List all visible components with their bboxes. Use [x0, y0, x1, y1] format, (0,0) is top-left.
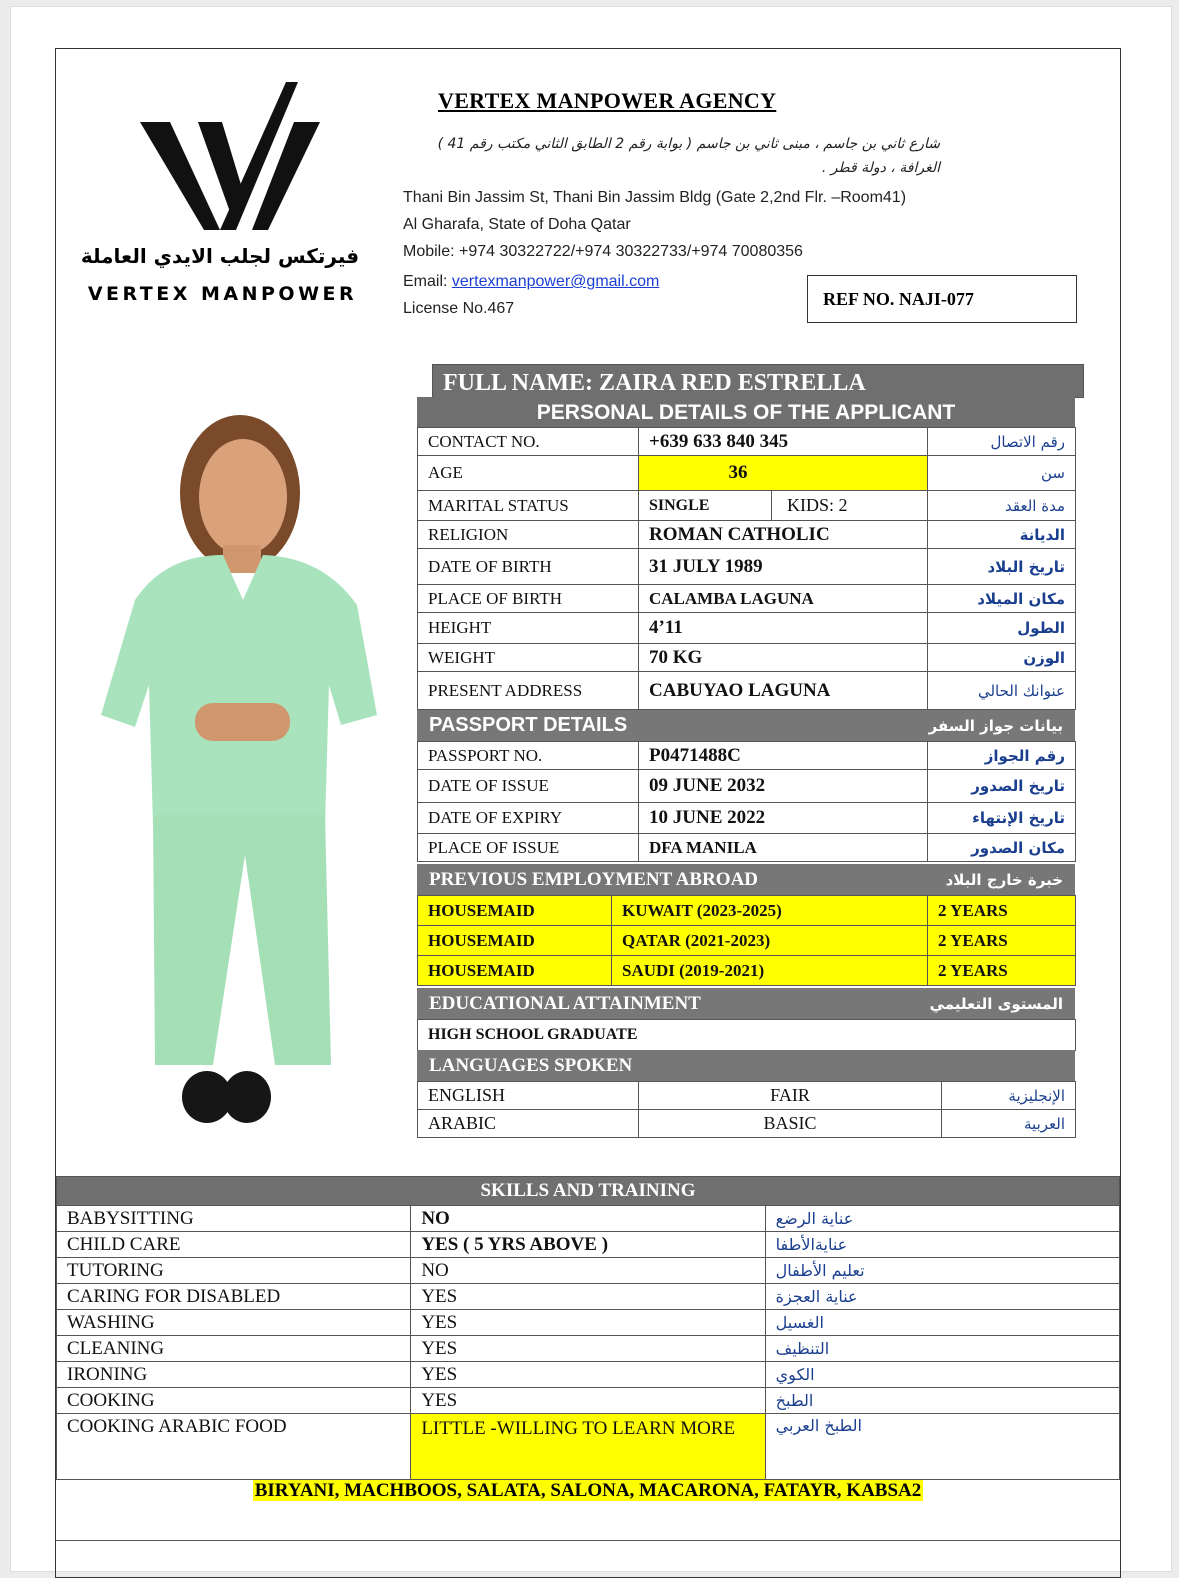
personal-details-title: PERSONAL DETAILS OF THE APPLICANT [417, 397, 1075, 427]
skill-name: WASHING [57, 1310, 411, 1336]
skill-value: YES [411, 1310, 765, 1336]
dob-value: 31 JULY 1989 [639, 549, 928, 585]
address-label: PRESENT ADDRESS [418, 672, 639, 710]
table-row [418, 1020, 1076, 1051]
age-value: 36 [639, 456, 928, 491]
place-of-issue-label-ar: مكان الصدور [928, 834, 1076, 862]
table-row [57, 1258, 1120, 1284]
employment-title: PREVIOUS EMPLOYMENT ABROAD [429, 868, 759, 890]
pob-label-ar: مكان الميلاد [928, 585, 1076, 613]
arabic-address: شارع ثاني بن جاسم ، مبنى ثاني بن جاسم ( بوابة رقم 2 الطابق الثاني مكتب رقم 41 ) الغرافة ، دولة قطر . [437, 136, 940, 176]
skills-table [56, 1176, 1120, 1480]
table-row [418, 491, 1076, 521]
email-line [403, 273, 659, 291]
skill-name-ar: الطبخ [765, 1388, 1119, 1414]
passport-title-ar: بيانات جواز السفر [928, 716, 1063, 735]
email-link[interactable]: vertexmanpower@gmail.com [451, 273, 660, 290]
dob-label: DATE OF BIRTH [418, 549, 639, 585]
table-row [418, 549, 1076, 585]
language-name: ENGLISH [418, 1082, 639, 1110]
table-row [57, 1310, 1120, 1336]
skill-name-ar: الطبخ العربي [765, 1414, 1119, 1480]
ref-number-box [807, 275, 1077, 323]
employment-position: HOUSEMAID [418, 896, 612, 926]
bottom-divider [56, 1540, 1120, 1541]
skill-value: YES [411, 1388, 765, 1414]
skill-name: CARING FOR DISABLED [57, 1284, 411, 1310]
address-line-1: Thani Bin Jassim St, Thani Bin Jassim Bldg (Gate 2,2nd Flr. –Room41) [403, 189, 907, 206]
employment-duration: 2 YEARS [928, 896, 1076, 926]
table-row [57, 1414, 1120, 1480]
contact-value: +639 633 840 345 [639, 428, 928, 456]
table-row [418, 803, 1076, 834]
employment-title-ar: خبرة خارج البلاد [945, 870, 1063, 889]
skill-name-ar: تعليم الأطفال [765, 1258, 1119, 1284]
table-row [418, 521, 1076, 549]
marital-label-ar: مدة العقد [928, 491, 1076, 521]
language-name: ARABIC [418, 1110, 639, 1138]
marital-value: SINGLE [639, 491, 772, 520]
marital-cell [639, 491, 928, 521]
logo-english-text: VERTEX MANPOWER [87, 283, 358, 305]
employment-title-bar [417, 864, 1075, 895]
skill-value: YES [411, 1336, 765, 1362]
education-title-bar [417, 988, 1075, 1019]
personal-details-table [417, 427, 1076, 710]
skill-name-ar: التنظيف [765, 1336, 1119, 1362]
passport-no-label: PASSPORT NO. [418, 742, 639, 770]
skills-title: SKILLS AND TRAINING [57, 1177, 1120, 1206]
skill-value: NO [411, 1258, 765, 1284]
applicant-photo [95, 385, 385, 1135]
religion-value: ROMAN CATHOLIC [639, 521, 928, 549]
expiry-date-label-ar: تاريخ الإنتهاء [928, 803, 1076, 834]
passport-table [417, 741, 1076, 862]
table-row [57, 1284, 1120, 1310]
contact-label-ar: رقم الاتصال [928, 428, 1076, 456]
pob-value: CALAMBA LAGUNA [639, 585, 928, 613]
height-value: 4’11 [639, 613, 928, 644]
issue-date-value: 09 JUNE 2032 [639, 770, 928, 803]
language-level: BASIC [639, 1110, 942, 1138]
employment-position: HOUSEMAID [418, 956, 612, 986]
table-row [418, 585, 1076, 613]
table-row [57, 1232, 1120, 1258]
skill-value: NO [411, 1206, 765, 1232]
employment-country: KUWAIT (2023-2025) [612, 896, 928, 926]
foods-line [56, 1480, 1120, 1502]
education-title-ar: المستوى التعليمي [929, 994, 1063, 1013]
table-row [418, 834, 1076, 862]
age-label: AGE [418, 456, 639, 491]
issue-date-label-ar: تاريخ الصدور [928, 770, 1076, 803]
employment-position: HOUSEMAID [418, 926, 612, 956]
mobile-numbers: Mobile: +974 30322722/+974 30322733/+974 70080356 [403, 243, 803, 260]
skill-name-ar: الغسيل [765, 1310, 1119, 1336]
languages-title-bar [417, 1050, 1075, 1081]
weight-label-ar: الوزن [928, 644, 1076, 672]
expiry-date-label: DATE OF EXPIRY [418, 803, 639, 834]
table-row [418, 896, 1076, 926]
language-name-ar: الإنجليزية [942, 1082, 1076, 1110]
languages-table [417, 1081, 1076, 1138]
education-value: HIGH SCHOOL GRADUATE [418, 1020, 1076, 1051]
logo-arabic-text: فيرتكس لجلب الايدي العاملة [80, 244, 360, 268]
table-row [418, 672, 1076, 710]
skill-name: CHILD CARE [57, 1232, 411, 1258]
table-row [418, 613, 1076, 644]
table-row [418, 1110, 1076, 1138]
skill-name: IRONING [57, 1362, 411, 1388]
foods-list: BIRYANI, MACHBOOS, SALATA, SALONA, MACARONA, FATAYR, KABSA2 [254, 1480, 922, 1501]
issue-date-label: DATE OF ISSUE [418, 770, 639, 803]
skills-header-row [57, 1177, 1120, 1206]
table-row [418, 644, 1076, 672]
ref-number: REF NO. NAJI-077 [823, 288, 974, 309]
skill-name: BABYSITTING [57, 1206, 411, 1232]
table-row [57, 1206, 1120, 1232]
weight-value: 70 KG [639, 644, 928, 672]
table-row [418, 742, 1076, 770]
passport-no-value: P0471488C [639, 742, 928, 770]
language-level: FAIR [639, 1082, 942, 1110]
license-number: License No.467 [403, 300, 515, 317]
marital-label: MARITAL STATUS [418, 491, 639, 521]
employment-table [417, 895, 1076, 986]
employment-country: SAUDI (2019-2021) [612, 956, 928, 986]
language-name-ar: العربية [942, 1110, 1076, 1138]
skill-name-ar: عناية العجزة [765, 1284, 1119, 1310]
employment-duration: 2 YEARS [928, 956, 1076, 986]
skill-name-ar: عنايةالأطفا [765, 1232, 1119, 1258]
skill-name: TUTORING [57, 1258, 411, 1284]
skill-value: YES [411, 1362, 765, 1388]
table-row [57, 1336, 1120, 1362]
address-line-2: Al Gharafa, State of Doha Qatar [403, 216, 631, 233]
height-label: HEIGHT [418, 613, 639, 644]
religion-label-ar: الديانة [928, 521, 1076, 549]
passport-title: PASSPORT DETAILS [429, 714, 628, 736]
skill-name-ar: عناية الرضع [765, 1206, 1119, 1232]
education-table [417, 1019, 1076, 1051]
education-title: EDUCATIONAL ATTAINMENT [429, 992, 701, 1014]
vertex-logo-icon [138, 78, 328, 238]
religion-label: RELIGION [418, 521, 639, 549]
email-label: Email: [403, 273, 452, 290]
passport-no-label-ar: رقم الجواز [928, 742, 1076, 770]
age-label-ar: سن [928, 456, 1076, 491]
address-value: CABUYAO LAGUNA [639, 672, 928, 710]
skill-value: LITTLE -WILLING TO LEARN MORE [411, 1414, 765, 1480]
place-of-issue-value: DFA MANILA [639, 834, 928, 862]
table-row [57, 1362, 1120, 1388]
skill-value: YES ( 5 YRS ABOVE ) [411, 1232, 765, 1258]
employment-country: QATAR (2021-2023) [612, 926, 928, 956]
skill-name-ar: الكوي [765, 1362, 1119, 1388]
skill-name: COOKING ARABIC FOOD [57, 1414, 411, 1480]
contact-label: CONTACT NO. [418, 428, 639, 456]
agency-title: VERTEX MANPOWER AGENCY [438, 88, 777, 113]
skill-name: CLEANING [57, 1336, 411, 1362]
place-of-issue-label: PLACE OF ISSUE [418, 834, 639, 862]
full-name-bar: FULL NAME: ZAIRA RED ESTRELLA [432, 364, 1084, 398]
table-row [418, 1082, 1076, 1110]
table-row [418, 926, 1076, 956]
kids-value: KIDS: 2 [787, 495, 848, 515]
languages-title: LANGUAGES SPOKEN [429, 1054, 633, 1076]
dob-label-ar: تاريخ البلاد [928, 549, 1076, 585]
weight-label: WEIGHT [418, 644, 639, 672]
skill-value: YES [411, 1284, 765, 1310]
table-row [418, 428, 1076, 456]
table-row [418, 956, 1076, 986]
passport-title-bar [417, 710, 1075, 741]
address-label-ar: عنوانك الحالي [928, 672, 1076, 710]
skill-name: COOKING [57, 1388, 411, 1414]
employment-duration: 2 YEARS [928, 926, 1076, 956]
pob-label: PLACE OF BIRTH [418, 585, 639, 613]
table-row [418, 770, 1076, 803]
table-row [418, 456, 1076, 491]
expiry-date-value: 10 JUNE 2022 [639, 803, 928, 834]
height-label-ar: الطول [928, 613, 1076, 644]
table-row [57, 1388, 1120, 1414]
